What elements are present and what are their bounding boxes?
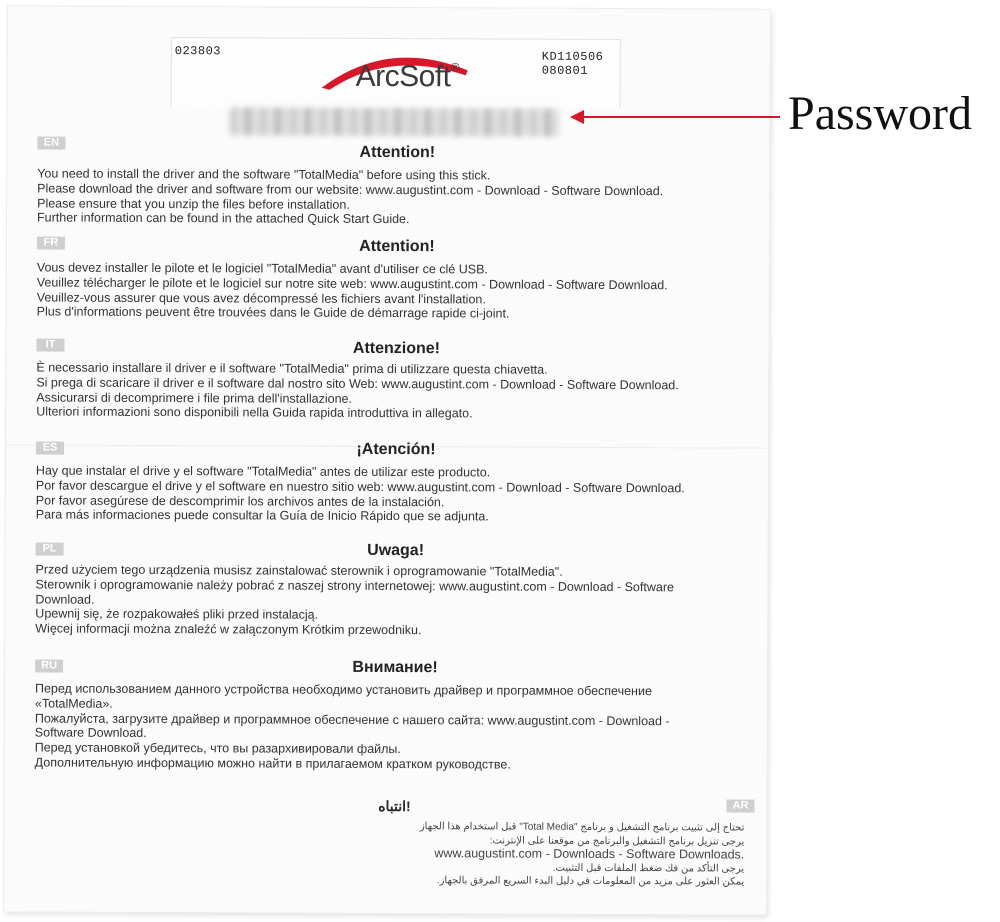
text-line: يرجى تنزيل برنامج التشغيل والبرنامج من موقعنا على الإنترنت:	[489, 834, 745, 848]
serial-number-left: 023803	[174, 44, 222, 59]
section-body	[37, 260, 668, 322]
serial-number-right-2: 080801	[541, 63, 588, 78]
section-body	[35, 681, 670, 773]
section-heading: انتباه!	[378, 797, 411, 815]
text-line: Si prega di scaricare il driver e il software dal nostro sito Web: www.augustint.com - Download - Software Download.	[36, 375, 679, 393]
section-heading: Внимание!	[352, 658, 438, 677]
section-heading: ¡Atención!	[356, 440, 436, 459]
brand-name: ArcSoft	[355, 59, 451, 94]
text-line: Further information can be found in the attached Quick Start Guide.	[37, 210, 410, 227]
text-line: Please ensure that you unzip the files before installation.	[37, 196, 350, 212]
section-body	[36, 463, 685, 525]
text-line: Перед установкой убедитесь, что вы разархивировали файлы.	[34, 740, 401, 757]
section-es	[35, 439, 766, 524]
password-arrow-head	[570, 110, 584, 124]
text-line: Пожалуйста, загрузите драйвер и программное обеспечение с нашего сайта: www.augustint.com - Download -	[34, 711, 670, 728]
text-line: Por favor asegúrese de descomprimir los archivos antes de la instalación.	[35, 493, 445, 509]
section-heading: Attention!	[359, 143, 436, 162]
registered-mark: ®	[450, 60, 459, 75]
text-line: Перед использованием данного устройства необходимо установить драйвер и программное обеспечение	[34, 681, 652, 699]
text-line: Para más informaciones puede consultar la Guía de Inicio Rápido que se adjunta.	[35, 507, 489, 524]
section-pl	[35, 540, 766, 638]
text-line: يمكن العثور على مزيد من المعلومات في دليل البدء السريع المرفق بالجهاز.	[436, 875, 745, 888]
section-body	[35, 562, 674, 639]
text-line: Więcej informacji można znaleźć w załączonym Krótkim przewodniku.	[35, 621, 422, 638]
section-ar	[35, 796, 755, 888]
lang-tag: IT	[36, 338, 64, 351]
text-line: Ulteriori informazioni sono disponibili nella Guida rapida introduttiva in allegato.	[36, 404, 473, 421]
text-line: www.augustint.com - Downloads - Software Downloads.	[434, 846, 745, 862]
text-line: Przed użyciem tego urządzenia musisz zainstalować sterownik i oprogramowanie "TotalMedia".	[35, 562, 563, 579]
section-ru	[34, 657, 765, 772]
lang-tag: RU	[35, 659, 63, 672]
instruction-sheet	[4, 6, 770, 914]
password-redacted	[229, 107, 559, 136]
text-line: Дополнительную информацию можно найти в прилагаемом кратком руководстве.	[34, 755, 511, 772]
text-line: Upewnij się, że rozpakowałeś pliki przed instalacją.	[35, 606, 319, 623]
section-heading: Attenzione!	[352, 339, 441, 358]
lang-tag: AR	[726, 799, 754, 812]
text-line: È necessario installare il driver e il software "TotalMedia" prima di utilizzare questa chiavetta.	[36, 360, 548, 377]
section-body	[36, 360, 679, 422]
section-body	[37, 166, 663, 228]
text-line: تحتاج إلى تثبيت برنامج التشغيل و برنامج "Total Media" قبل استخدام هذا الجهاز	[419, 821, 745, 834]
section-heading: Uwaga!	[367, 541, 425, 560]
section-fr	[36, 236, 767, 321]
text-line: Download.	[35, 592, 95, 607]
password-annotation-label: Password	[788, 87, 973, 140]
lang-tag: FR	[37, 236, 65, 249]
text-line: Vous devez installer le pilote et le logiciel "TotalMedia" avant d'utiliser ce clé USB.	[36, 260, 488, 277]
text-line: Veuillez-vous assurer que vous avez décompressé les fichiers avant l'installation.	[36, 290, 486, 307]
lang-tag: EN	[37, 136, 65, 149]
text-line: يرجى التأكد من فك ضغط الملفات قبل التثبيت.	[552, 862, 745, 875]
lang-tag: PL	[36, 542, 64, 555]
text-line: Veuillez télécharger le pilote et le logiciel sur notre site web: www.augustint.com - Download - Software Download.	[36, 275, 668, 293]
text-line: Please download the driver and software from our website: www.augustint.com - Download - Software Download.	[37, 181, 664, 198]
text-line: Sterownik i oprogramowanie należy pobrać z naszej strony internetowej: www.augustint.com - Download - Software	[35, 577, 674, 595]
lang-tag: ES	[36, 441, 64, 454]
password-arrow-line	[578, 116, 780, 118]
section-heading: Attention!	[359, 237, 435, 256]
section-en	[37, 136, 767, 227]
text-line: Assicurarsi di decomprimere i file prima dell'installazione.	[36, 390, 353, 406]
text-line: You need to install the driver and the software "TotalMedia" before using this stick.	[37, 166, 491, 183]
text-line: «TotalMedia».	[34, 696, 113, 711]
text-line: Por favor descargue el drive y el software en nuestro sitio web: www.augustint.com - Download - Software Download.	[35, 478, 685, 496]
section-it	[36, 338, 767, 421]
brand-logo	[356, 60, 459, 94]
text-line: Software Download.	[34, 725, 147, 741]
serial-number-right-1: KD110506	[541, 49, 604, 64]
text-line: Hay que instalar el drive y el software "TotalMedia" antes de utilizar este producto.	[35, 463, 491, 480]
section-body	[420, 820, 745, 889]
text-line: Plus d'informations peuvent être trouvées dans le Guide de démarrage rapide ci-joint.	[36, 304, 510, 321]
